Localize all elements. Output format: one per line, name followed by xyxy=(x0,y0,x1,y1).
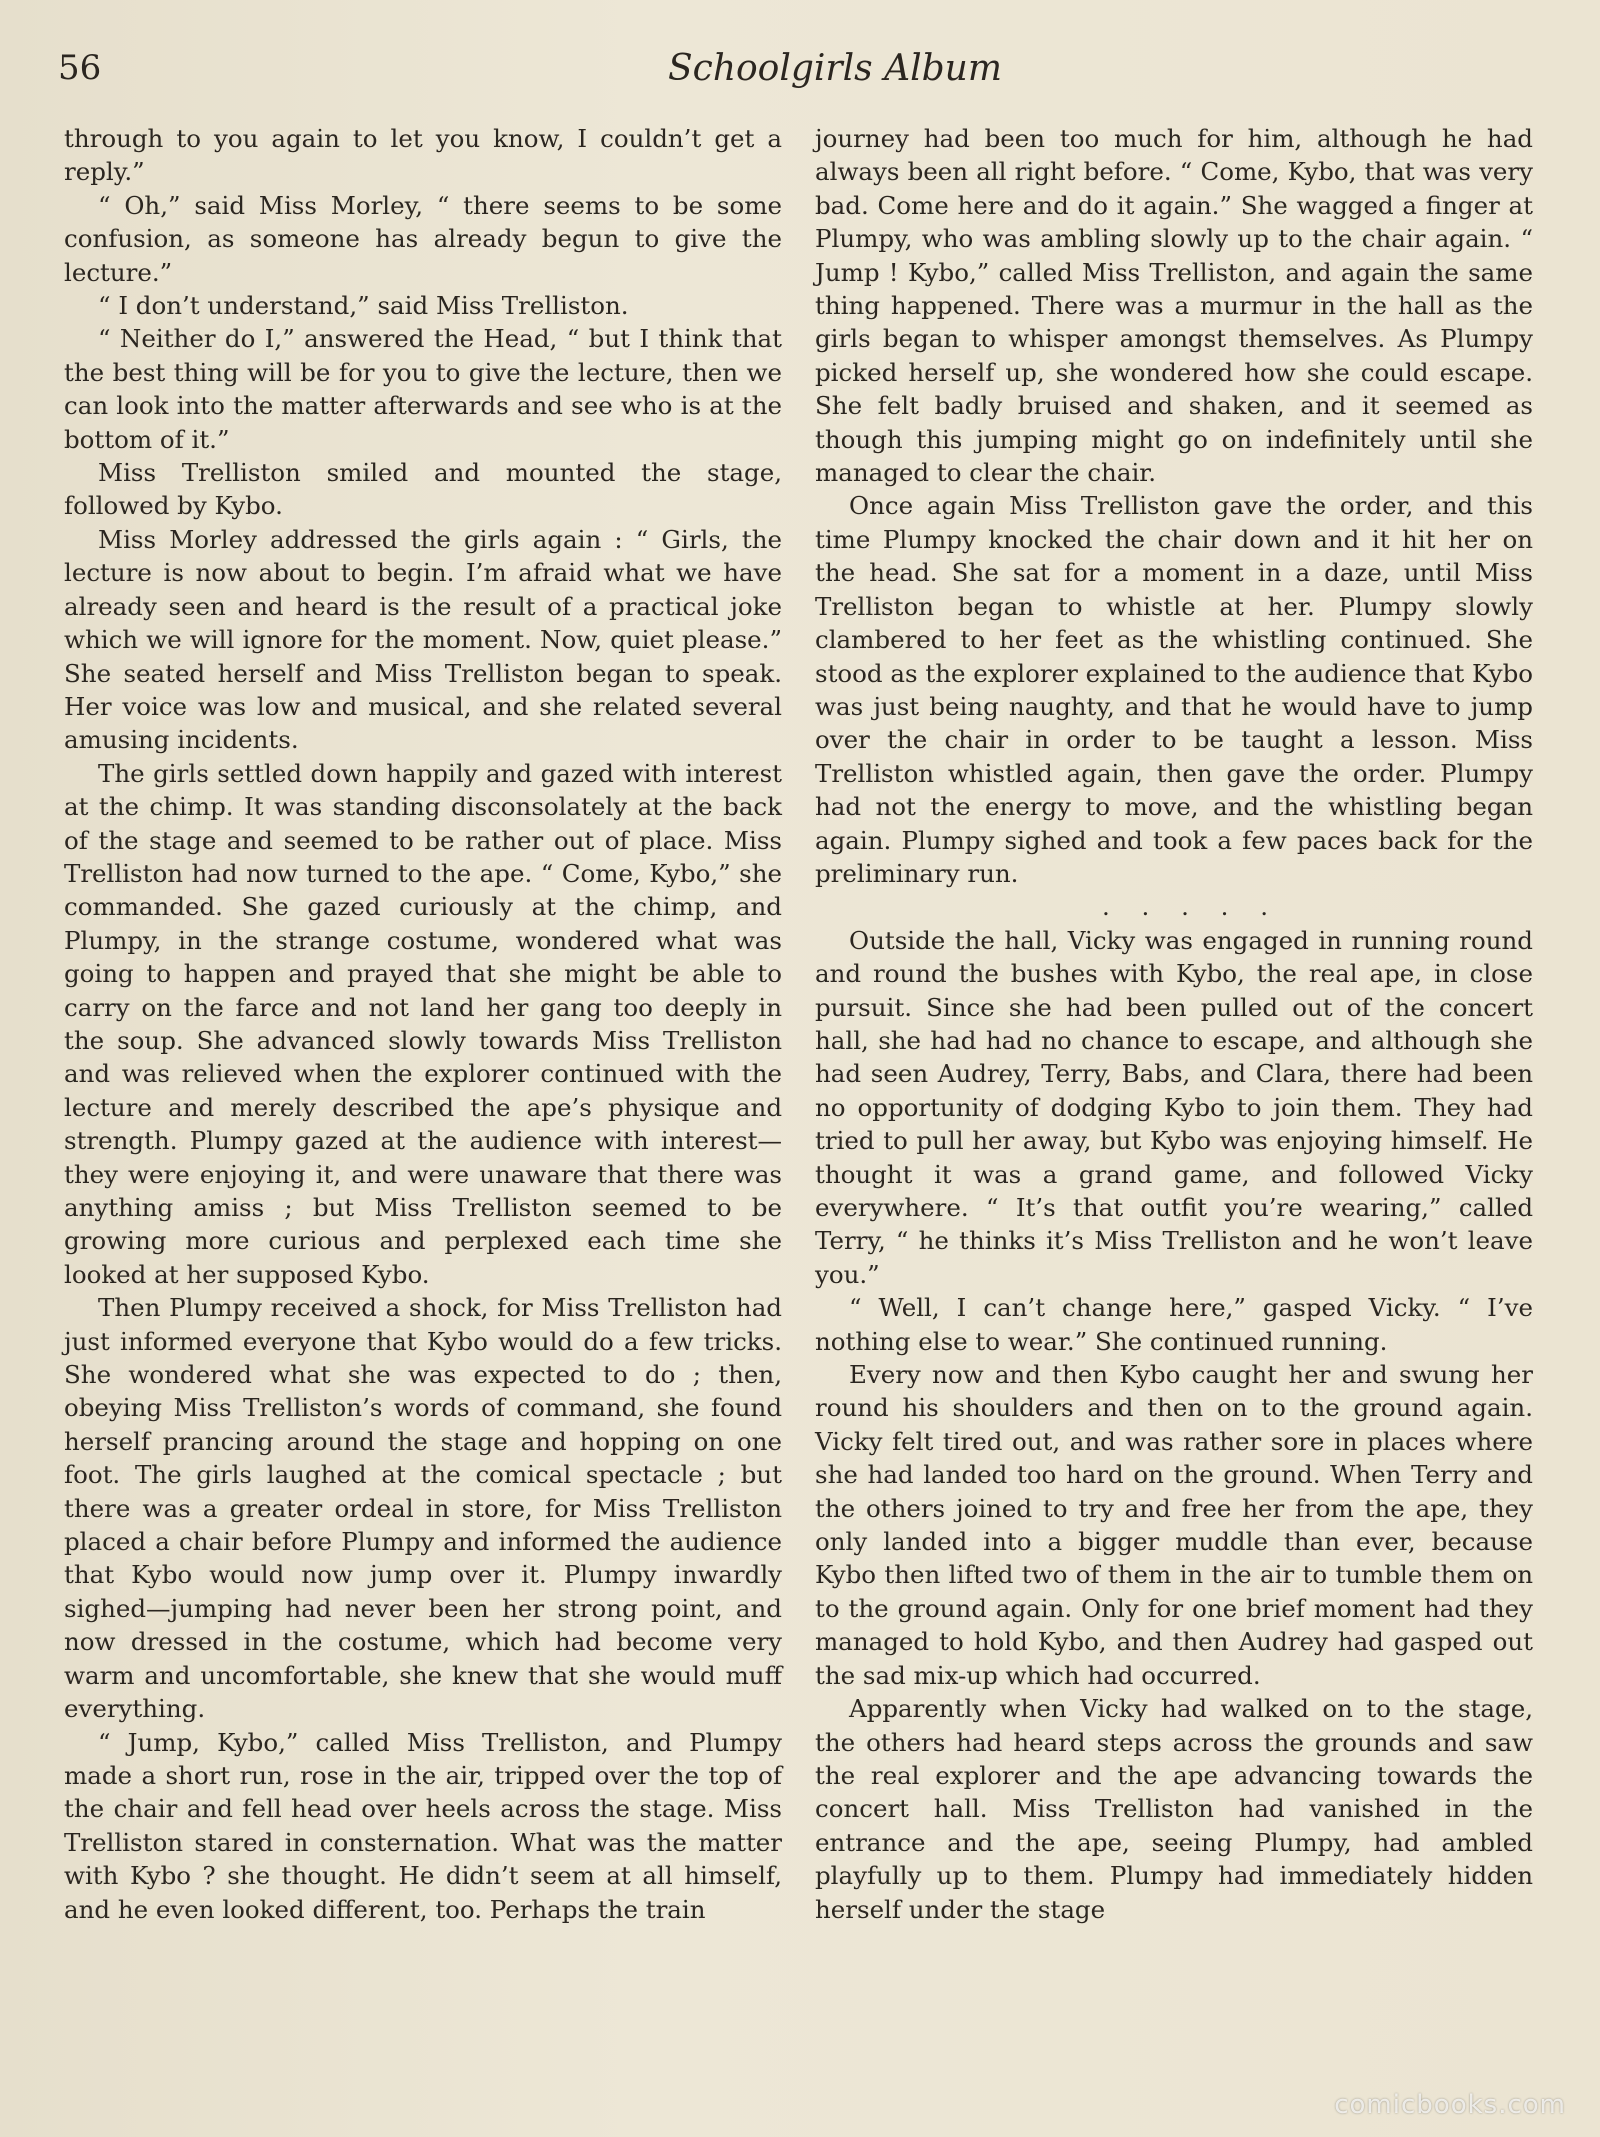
paragraph: “ I don’t understand,” said Miss Trelliston. xyxy=(98,291,629,321)
section-break: . . . . . xyxy=(1101,892,1281,922)
running-title: Schoolgirls Album xyxy=(668,48,1002,89)
paragraph: Once again Miss Trelliston gave the order, and this time Plumpy knocked the chair down and it hit her on the head. She sat for a moment in a daze, until Miss Trelliston began to whistle at her. Plumpy slowly clambered to her feet as the whistling continued. She stood as the explorer explained to the audience that Kybo was just being naughty, and that he would have to jump over the chair in order to be taught a lesson. Miss Trelliston whistled again, then gave the order. Plumpy had not the energy to move, and the whistling began again. Plumpy sighed and took a few paces back for the preliminary run. xyxy=(815,491,1533,888)
paragraph: The girls settled down happily and gazed with interest at the chimp. It was standing disconsolately at the back of the stage and seemed to be rather out of place. Miss Trelliston had now turned to the ape. “ Come, Kybo,” she commanded. She gazed curiously at the chimp, and Plumpy, in the strange costume, wondered what was going to happen and prayed that she might be able to carry on the farce and not land her gang too deeply in the soup. She advanced slowly towards Miss Trelliston and was relieved when the explorer continued with the lecture and merely described the ape’s physique and strength. Plumpy gazed at the audience with interest—they were enjoying it, and were unaware that there was anything amiss ; but Miss Trelliston seemed to be growing more curious and perplexed each time she looked at her supposed Kybo. xyxy=(64,758,782,1289)
paragraph: Every now and then Kybo caught her and swung her round his shoulders and then on to the ground again. Vicky felt tired out, and was rather sore in places where she had landed too hard on the ground. When Terry and the others joined to try and free her from the ape, they only landed into a bigger muddle than ever, because Kybo then lifted two of them in the air to tumble them on to the ground again. Only for one brief moment had they managed to hold Kybo, and then Audrey had gasped out the sad mix-up which had occurred. xyxy=(815,1360,1533,1690)
paragraph: Outside the hall, Vicky was engaged in running round and round the bushes with Kybo, the real ape, in close pursuit. Since she had been pulled out of the concert hall, she had had no chance to escape, and although she had seen Audrey, Terry, Babs, and Clara, there had been no opportunity of dodging Kybo to join them. They had tried to pull her away, but Kybo was enjoying himself. He thought it was a grand game, and followed Vicky everywhere. “ It’s that outfit you’re wearing,” called Terry, “ he thinks it’s Miss Trelliston and he won’t leave you.” xyxy=(815,925,1533,1289)
paragraph: “ Well, I can’t change here,” gasped Vicky. “ I’ve nothing else to wear.” She continued running. xyxy=(815,1293,1533,1356)
paragraph: Miss Morley addressed the girls again : “ Girls, the lecture is now about to begin. I’m afraid what we have already seen and heard is the result of a practical joke which we will ignore for the moment. Now, quiet please.” She seated herself and Miss Trelliston began to speak. Her voice was low and musical, and she related several amusing incidents. xyxy=(64,524,782,755)
paragraph: “ Oh,” said Miss Morley, “ there seems to be some confusion, as someone has already begun to give the lecture.” xyxy=(64,190,782,287)
paragraph: Then Plumpy received a shock, for Miss Trelliston had just informed everyone that Kybo would do a few tricks. She wondered what she was expected to do ; then, obeying Miss Trelliston’s words of command, she found herself prancing around the stage and hopping on one foot. The girls laughed at the comical spectacle ; but there was a greater ordeal in store, for Miss Trelliston placed a chair before Plumpy and informed the audience that Kybo would now jump over it. Plumpy inwardly sighed—jumping had never been her strong point, and now dressed in the costume, which had become very warm and uncomfortable, she knew that she would muff everything. xyxy=(64,1293,782,1724)
page-header xyxy=(58,48,1538,108)
paragraph: Apparently when Vicky had walked on to the stage, the others had heard steps across the grounds and saw the real explorer and the ape advancing towards the concert hall. Miss Trelliston had vanished in the entrance and the ape, seeing Plumpy, had ambled playfully up to them. Plumpy had immediately hidden herself under the stage xyxy=(815,1694,1533,1924)
paragraph: through to you again to let you know, I couldn’t get a reply.” xyxy=(64,124,782,187)
paragraph: “ Jump, Kybo,” called Miss Trelliston, and Plumpy made a short run, rose in the air, tripped over the top of the chair and fell head over heels across the stage. Miss Trelliston stared in consternation. What was the matter with Kybo ? she thought. He didn’t seem at all himself, and he even looked different, too. Perhaps the train xyxy=(64,1727,782,1924)
paragraph: journey had been too much for him, although he had always been all right before. “ Come, Kybo, that was very bad. Come here and do it again.” She wagged a finger at Plumpy, who was ambling slowly up to the chair again. “ Jump ! Kybo,” called Miss Trelliston, and again the same thing happened. There was a murmur in the hall as the girls began to whisper amongst themselves. As Plumpy picked herself up, she wondered how she could escape. She felt badly bruised and shaken, and it seemed as though this jumping might go on indefinitely until she managed to clear the chair. xyxy=(815,124,1533,488)
paragraph: “ Neither do I,” answered the Head, “ but I think that the best thing will be for you to give the lecture, then we can look into the matter afterwards and see who is at the bottom of it.” xyxy=(64,324,782,454)
page-number: 56 xyxy=(58,48,102,88)
watermark-text: comicbooks.com xyxy=(1334,2090,1566,2120)
right-text-column xyxy=(815,122,1533,1926)
left-text-column xyxy=(64,122,782,1926)
paragraph: Miss Trelliston smiled and mounted the stage, followed by Kybo. xyxy=(64,458,782,521)
